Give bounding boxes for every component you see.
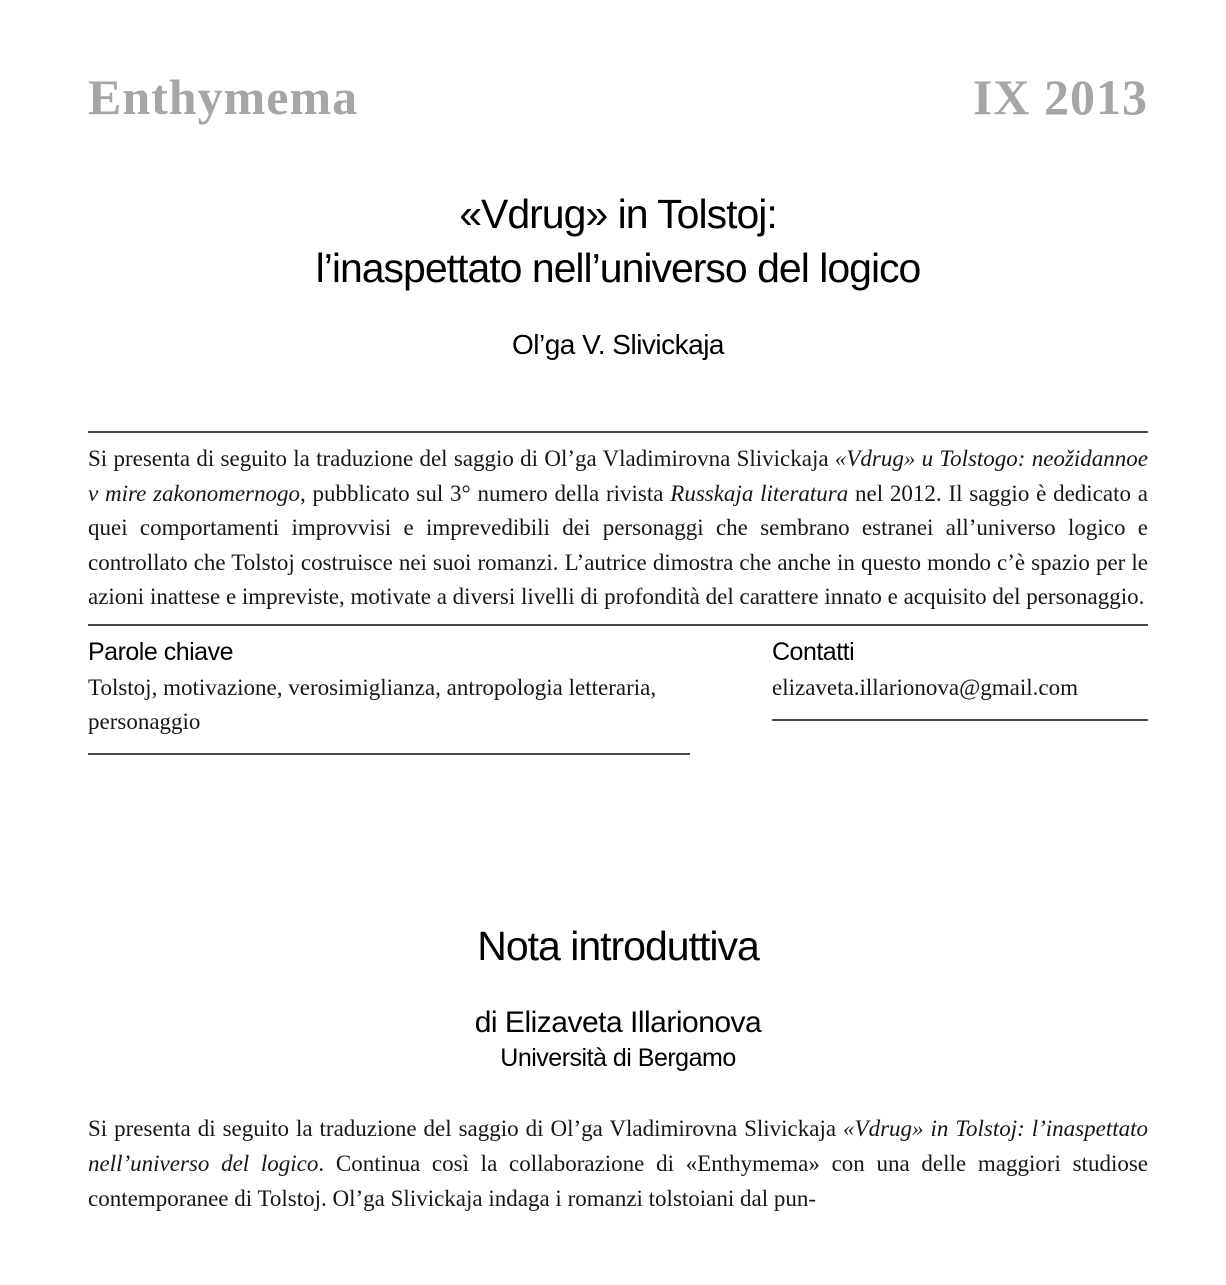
meta-row <box>88 626 1148 755</box>
journal-name: Enthymema <box>88 69 359 125</box>
abstract-run-1: Si presenta di seguito la traduzione del saggio di Ol’ga Vladimirovna Slivickaja <box>88 446 835 472</box>
intro-run-2-italic: «Vdrug» in Tolstoj: l’inaspettato nell’universo del logico <box>88 1115 1149 1176</box>
abstract-run-2-italic: «Vdrug» u Tolstogo: neožidannoe v mire zakonomernogo <box>88 446 1149 506</box>
intro-run-1: Si presenta di seguito la traduzione del saggio di Ol’ga Vladimirovna Slivickaja <box>88 1115 844 1141</box>
article-title <box>88 187 1148 295</box>
article-author: Ol’ga V. Slivickaja <box>511 329 724 361</box>
intro-note-heading: Nota introduttiva <box>477 922 759 969</box>
keywords-text: Tolstoj, motivazione, verosimiglianza, antropologia letteraria, personaggio <box>88 674 657 734</box>
abstract-paragraph <box>88 433 1148 615</box>
article-title-line2: l’inaspettato nell’universo del logico <box>315 245 921 292</box>
contact-email: elizaveta.illarionova@gmail.com <box>772 674 1079 700</box>
abstract-run-5: nel 2012. Il saggio è dedicato a quei comportamenti improvvisi e imprevedibili dei personaggi che sembrano estranei all’universo logico e controllato che Tolstoj costruisce nei suoi romanzi. L’autrice dimostra che anche in questo mondo c’è spazio per le azioni inattese e impreviste, motivate a diversi livelli di profondità del carattere innato e acquisito del personaggio. <box>88 480 1148 610</box>
abstract-run-4-italic: Russkaja literatura <box>670 480 849 506</box>
issue-label: IX 2013 <box>972 69 1148 125</box>
intro-note-affiliation: Università di Bergamo <box>500 1043 736 1072</box>
contacts-divider <box>772 719 1148 721</box>
contacts-section <box>772 637 1148 755</box>
intro-note-byline: di Elizaveta Illarionova <box>474 1005 762 1039</box>
intro-note-paragraph <box>88 1111 1148 1216</box>
article-title-line1: «Vdrug» in Tolstoj: <box>459 191 777 237</box>
abstract-run-3: , pubblicato sul 3° numero della rivista <box>300 480 671 506</box>
keywords-heading: Parole chiave <box>88 637 233 666</box>
keywords-divider <box>88 753 690 755</box>
journal-header <box>88 70 1148 125</box>
contacts-heading: Contatti <box>772 637 855 666</box>
keywords-section <box>88 637 690 755</box>
intro-run-3: . Continua così la collaborazione di «Enthymema» con una delle maggiori studiose contemporanee di Tolstoj. Ol’ga Slivickaja indaga i romanzi tolstoiani dal pun- <box>88 1150 1148 1211</box>
